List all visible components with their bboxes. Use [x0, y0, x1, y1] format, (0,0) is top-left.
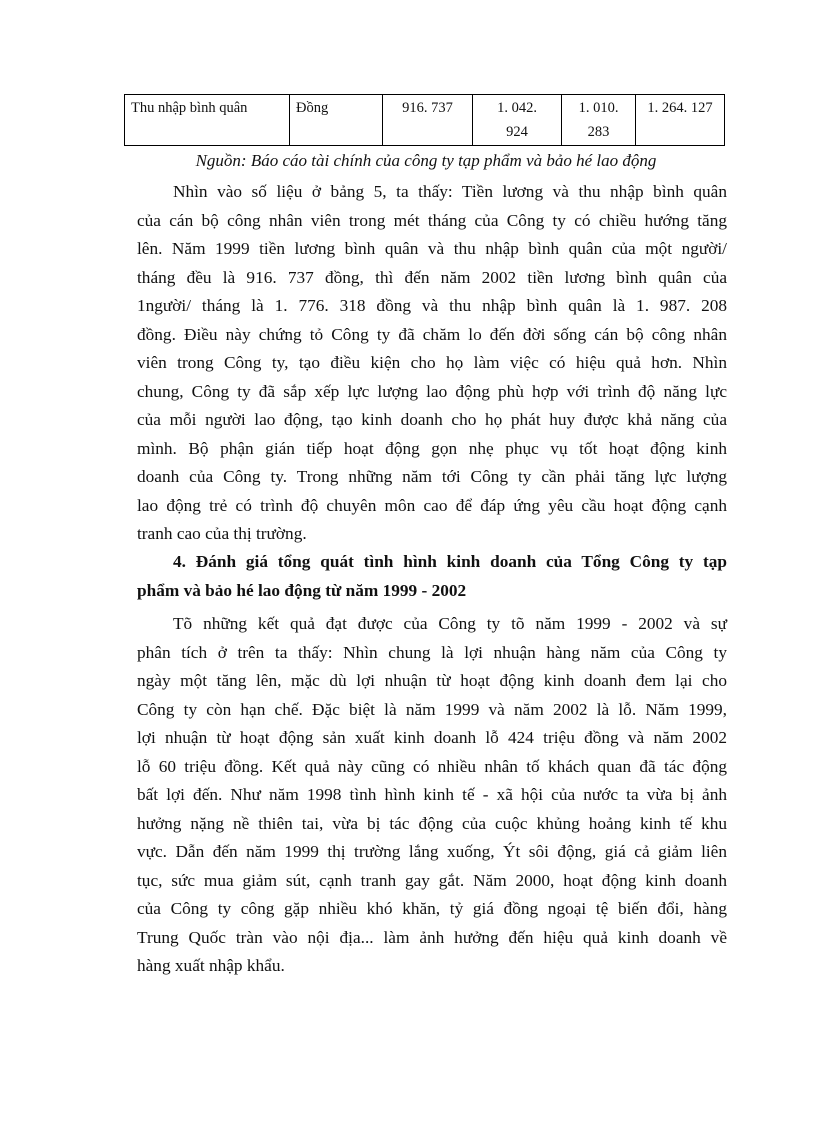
paragraph-line: 1người/ tháng là 1. 776. 318 đồng và thu nhập bình quân là 1. 987. 208 — [137, 296, 727, 315]
value-cell-2001 — [562, 95, 636, 146]
paragraph-line: tranh cao của thị trường. — [137, 524, 307, 543]
paragraph-line: Trung Quốc tràn vào nội địa... làm ảnh hưởng đến hiệu quả kinh doanh về — [137, 927, 727, 947]
value-2000-line1: 1. 042. — [497, 100, 537, 116]
value-cell-1999 — [383, 95, 473, 146]
income-table — [124, 94, 725, 146]
paragraph-line: Công ty còn hạn chế. Đặc biệt là năm 1999 và năm 2002 là lỗ. Năm 1999, — [137, 699, 727, 719]
paragraph-line: hàng xuất nhập khẩu. — [137, 956, 285, 975]
paragraph-line: hưởng nặng nề thiên tai, vừa bị tác động của cuộc khủng hoảng kinh tế khu — [137, 813, 727, 833]
paragraph-line: lợi nhuận từ hoạt động sản xuất kinh doanh lỗ 424 triệu đồng và năm 2002 — [137, 728, 727, 747]
paragraph-line: Nhìn vào số liệu ở bảng 5, ta thấy: Tiền lương và thu nhập bình quân — [173, 182, 727, 201]
heading-line: 4. Đánh giá tổng quát tình hình kinh doanh của Tổng Công ty tạp — [173, 552, 727, 571]
paragraph-line: lên. Năm 1999 tiền lương bình quân và thu nhập bình quân của một người/ — [137, 239, 727, 258]
paragraph-line: doanh của Công ty. Trong những năm tới Công ty cần phải tăng lực lượng — [137, 467, 727, 486]
paragraph-line: tháng đều là 916. 737 đồng, thì đến năm 2002 tiền lương bình quân của — [137, 267, 727, 287]
paragraph-line: vực. Dẫn đến năm 1999 thị trường lắng xuống, Ýt sôi động, giá cả giảm liên — [137, 842, 727, 861]
unit-label: Đồng — [296, 100, 329, 116]
value-cell-2000 — [473, 95, 562, 146]
paragraph-line: đồng. Điều này chứng tỏ Công ty đã chăm lo đến đời sống cán bộ công nhân — [137, 324, 727, 344]
paragraph-line: lỗ 60 triệu đồng. Kết quả này cũng có nhiều nhân tố khách quan đã tác động — [137, 756, 727, 776]
paragraph-1 — [137, 178, 727, 549]
paragraph-line: ngày một tăng lên, mặc dù lợi nhuận từ hoạt động kinh doanh đem lại cho — [137, 671, 727, 690]
value-2000-line2: 924 — [506, 124, 528, 140]
paragraph-line: lao động trẻ có trình độ chuyên môn cao để đáp ứng yêu cầu hoạt động cạnh — [137, 495, 727, 515]
paragraph-line: Tõ những kết quả đạt được của Công ty tõ năm 1999 - 2002 và sự — [173, 614, 727, 633]
paragraph-line: chung, Công ty đã sắp xếp lực lượng lao động phù hợp với trình độ năng lực — [137, 381, 727, 401]
heading-line: phẩm và bảo hé lao động từ năm 1999 - 2002 — [137, 580, 467, 600]
source-note: Nguồn: Báo cáo tài chính của công ty tạp phẩm và bảo hé lao động — [195, 151, 657, 170]
value-cell-2002 — [636, 95, 725, 146]
paragraph-line: của mỗi người lao động, tạo kinh doanh cho họ phát huy được khả năng của — [137, 410, 727, 429]
table-row — [125, 95, 725, 146]
paragraph-line: mình. Bộ phận gián tiếp hoạt động gọn nhẹ phục vụ tốt hoạt động kinh — [137, 438, 727, 458]
value-2001-line2: 283 — [587, 124, 610, 140]
paragraph-line: phân tích ở trên ta thấy: Nhìn chung là lợi nhuận hàng năm của Công ty — [137, 642, 727, 662]
value-2001-line1: 1. 010. — [578, 100, 619, 116]
row-label: Thu nhập bình quân — [131, 100, 248, 116]
paragraph-line: của Công ty công gặp nhiều khó khăn, tỷ giá đồng ngoại tệ biến đổi, hàng — [137, 899, 727, 918]
paragraph-line: viên trong Công ty, tạo điều kiện cho họ làm việc có hiệu quả hơn. Nhìn — [137, 353, 727, 372]
unit-cell — [290, 95, 383, 146]
paragraph-line: bất lợi đến. Như năm 1998 tình hình kinh tế - xã hội của nước ta vừa bị ảnh — [137, 785, 727, 804]
section-heading — [137, 548, 727, 605]
paragraph-line: của cán bộ công nhân viên trong mét tháng của Công ty có chiều hướng tăng — [137, 210, 727, 230]
row-label-cell — [125, 95, 290, 146]
value-1999: 916. 737 — [402, 100, 453, 116]
value-2002: 1. 264. 127 — [647, 100, 713, 116]
paragraph-2 — [137, 610, 727, 981]
paragraph-line: tục, sức mua giảm sút, cạnh tranh gay gắt. Năm 2000, hoạt động kinh doanh — [137, 870, 727, 890]
